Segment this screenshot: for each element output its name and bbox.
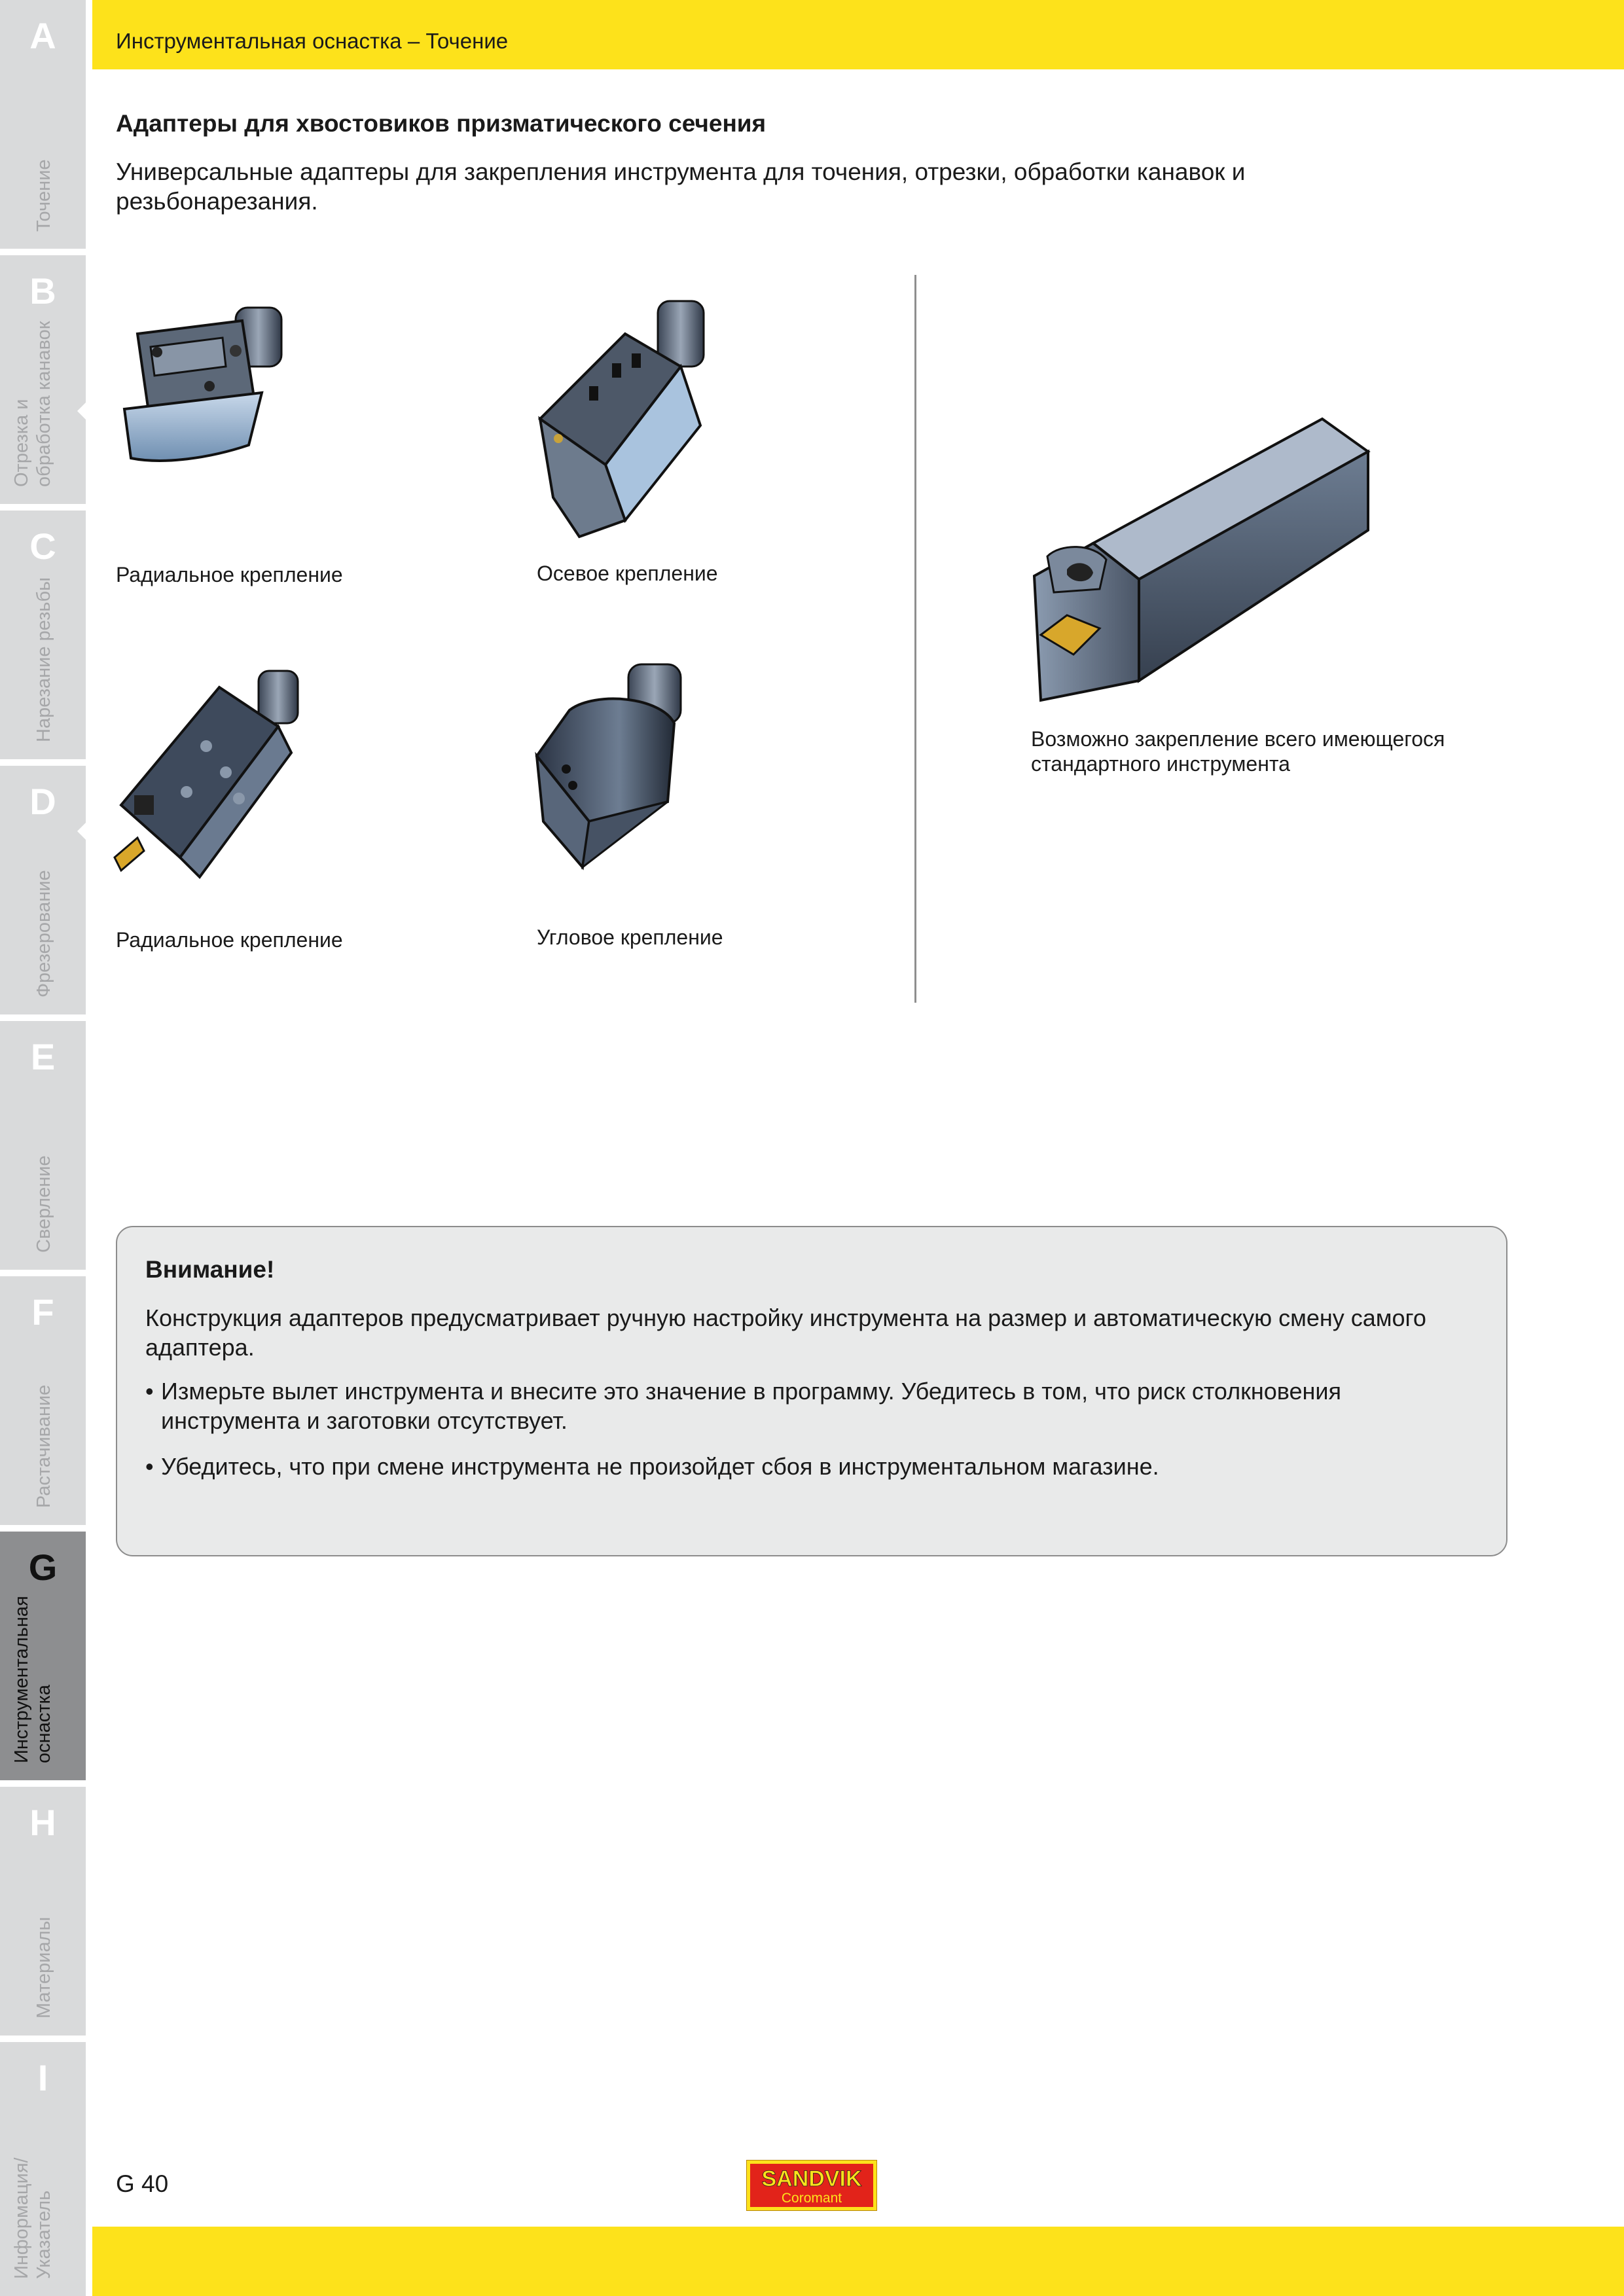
footer-bar [92, 2227, 1624, 2296]
tab-label: Отрезка и обработка канавок [10, 321, 54, 487]
header-title: Инструментальная оснастка – Точение [116, 29, 509, 53]
attention-notice [116, 1226, 1507, 1556]
tab-letter: C [29, 526, 56, 567]
tab-label: Инструментальная оснастка [10, 1596, 54, 1763]
notice-text: Конструкция адаптеров предусматривает ручную настройку инструмента на размер и автоматическую смену самого адаптера. [145, 1304, 1426, 1361]
column-divider [914, 275, 916, 1003]
notice-bullet-text: Измерьте вылет инструмента и внесите это значение в программу. Убедитесь в том, что риск столкновения инструмента и заготовки отсутствует. [161, 1378, 1342, 1434]
caption-radial-2: Радиальное крепление [116, 928, 343, 952]
tab-letter: B [29, 270, 56, 312]
notice-title: Внимание! [145, 1256, 275, 1283]
page-number: G 40 [116, 2170, 169, 2197]
tab-label: Информация/ Указатель [10, 2157, 54, 2279]
tab-label: Точение [33, 159, 54, 232]
logo-sub: Coromant [781, 2191, 842, 2206]
bullet-marker: • [145, 1378, 154, 1405]
tab-label: Растачивание [33, 1384, 54, 1508]
tab-boring[interactable] [0, 1276, 86, 1525]
header-bar [92, 0, 1624, 69]
tab-letter: H [29, 1802, 56, 1843]
tab-letter: I [37, 2057, 48, 2098]
caption-standard-tool: Возможно закрепление всего имеющегося стандартного инструмента [1031, 727, 1445, 776]
section-title: Адаптеры для хвостовиков призматического сечения [116, 110, 767, 137]
tab-letter: A [29, 15, 56, 56]
tab-letter: G [28, 1547, 58, 1588]
caption-angular: Угловое крепление [537, 925, 723, 949]
radial-adapter-image [111, 295, 308, 478]
bullet-marker: • [145, 1453, 154, 1480]
tab-threading[interactable] [0, 511, 86, 759]
tab-letter: D [29, 781, 56, 822]
tab-label: Сверление [33, 1155, 54, 1253]
tab-parting-grooving[interactable] [0, 255, 86, 504]
section-intro: Универсальные адаптеры для закрепления инструмента для точения, отрезки, обработки канавок и резьбонарезания. [116, 158, 1246, 215]
caption-radial-1: Радиальное крепление [116, 563, 343, 586]
tab-label: Нарезание резьбы [33, 577, 54, 742]
tab-label: Фрезерование [33, 870, 54, 997]
tab-drilling[interactable] [0, 1021, 86, 1270]
tab-milling[interactable] [0, 766, 86, 1014]
standard-tool-image [1028, 412, 1375, 707]
tab-tooling-active[interactable] [0, 1532, 86, 1780]
logo-brand: SANDVIK [761, 2166, 862, 2191]
tab-info-index[interactable] [0, 2042, 86, 2296]
notice-bullet-text: Убедитесь, что при смене инструмента не произойдет сбоя в инструментальном магазине. [161, 1453, 1159, 1480]
tab-notch [77, 822, 86, 840]
tab-materials[interactable] [0, 1787, 86, 2036]
caption-axial: Осевое крепление [537, 562, 718, 585]
radial-adapter-2-image [108, 661, 324, 890]
axial-adapter-image [527, 295, 723, 543]
chapter-tabs [0, 0, 86, 2296]
angular-adapter-image [530, 658, 707, 874]
tab-letter: F [31, 1291, 54, 1333]
tab-notch [77, 402, 86, 420]
tab-label: Материалы [33, 1916, 54, 2018]
tab-turning[interactable] [0, 0, 86, 249]
sandvik-coromant-logo [746, 2160, 877, 2211]
tab-letter: E [30, 1036, 56, 1077]
notice-bullet [145, 1376, 1468, 1435]
notice-bullet [145, 1452, 1468, 1481]
